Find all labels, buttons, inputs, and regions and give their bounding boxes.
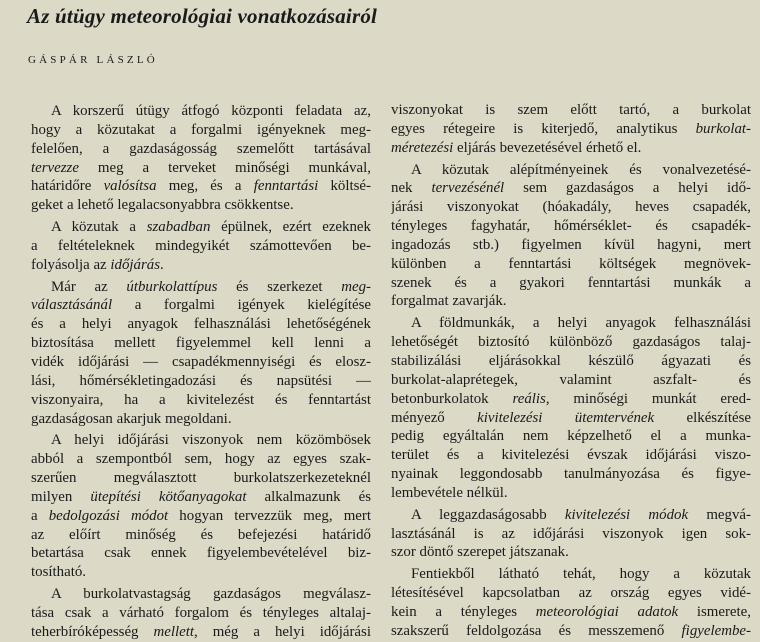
text-line: A burkolatvastagság gazdaságos megválasz-	[51, 586, 371, 603]
text-line: ményező kivitelezési ütemtervének elkészítése	[391, 409, 751, 426]
text-line: határidőre valósítsa meg, és a fenntartási költsé-	[31, 178, 371, 195]
text-column-left	[31, 102, 371, 642]
text-line: Már az útburkolattípus és szerkezet meg-	[51, 278, 371, 295]
text-line: kein a tényleges meteorológiai adatok ismerete,	[391, 603, 751, 620]
text-column-right	[391, 101, 751, 641]
text-line: tényleges fagyhatár, hőmérséklet- és csapadék-	[391, 218, 751, 235]
text-line: tervezze meg a terveket minőségi munkával,	[31, 159, 371, 176]
text-line: A korszerű útügy átfogó központi feladata az,	[51, 103, 371, 119]
text-line: abból a szempontból sem, hogy az egyes szak-	[31, 451, 371, 468]
text-line: betartása csak ennek figyelembevételével biz-	[31, 545, 371, 562]
article-author: GÁSPÁR LÁSZLÓ	[28, 54, 158, 66]
text-line: stabilizálási eljárásokkal készülő ágyazati és	[391, 352, 751, 369]
text-line: burkolat-alaprétegek, valamint aszfalt- és	[391, 371, 751, 388]
text-line: járási viszonyokat (hóakadály, heves csapadék,	[391, 199, 751, 216]
text-line: A közutak a szabadban épülnek, ezért ezeknek	[51, 219, 371, 236]
text-line: az előírt minőség és befejezési határidő	[31, 526, 371, 543]
text-line: pedig egyáltalán nem képzelhető el a munka-	[391, 428, 751, 445]
article-title: Az útügy meteorológiai vonatkozásairól	[27, 4, 378, 28]
text-line: egyes rétegeire is kiterjedő, analytikus burkolat-	[391, 120, 751, 137]
text-line: szakszerű feldolgozása és messzemenő figyelembe-	[391, 622, 751, 639]
text-line: szenek és a gyakori fenntartási munkák a	[391, 274, 751, 291]
text-line: lembevétele nélkül.	[391, 484, 508, 501]
text-line: lasztásánál is az időjárási viszonyok igen sok-	[391, 525, 751, 542]
text-line: milyen ütepítési kötőanyagokat alkalmazunk és	[31, 488, 371, 505]
text-line: létesítésével kapcsolatban az ország egyes vidé-	[391, 585, 751, 602]
text-line: felelően, a gazdaságosság szemelőtt tartásával	[31, 140, 371, 157]
text-line: gazdaságosan akarjuk megoldani.	[31, 410, 232, 427]
text-line: forgalmat zavarják.	[391, 293, 507, 310]
text-line: folyásolja az időjárás.	[31, 256, 164, 273]
text-line: a bedolgozási módot hogyan tervezzük meg, mert	[31, 507, 371, 524]
text-line: A közutak alépítményeinek és vonalvezetésé-	[411, 161, 751, 178]
text-line: lehetőségét biztosító különböző gazdaságos talaj-	[391, 334, 751, 351]
text-line: szerűen megválasztott burkolatszerkezeteknél	[31, 470, 371, 487]
text-line: Fentiekből látható tehát, hogy a közutak	[411, 566, 751, 583]
text-line: ingadozás stb.) figyelmen kívül hagyni, mert	[391, 236, 751, 253]
text-line: a feltételeknek mindegyikét számottevően be-	[31, 237, 371, 254]
text-line: hogy a közutakat a forgalmi igényeknek meg-	[31, 121, 371, 138]
text-line: nek tervezésénél sem gazdaságos a helyi idő-	[391, 180, 751, 197]
text-line: A leggazdaságosabb kivitelezési módok megvá-	[411, 506, 751, 523]
text-line: viszonyaira, ha a kivitelezést és fenntartást	[31, 391, 371, 408]
text-line: nyainak leggondosabb tanulmányozása és figye-	[391, 466, 751, 483]
text-line: biztosítása mellett figyelemmel kell lenni a	[31, 335, 371, 352]
text-line: betonburkolatok reális, minőségi munkát ered-	[391, 390, 751, 407]
text-line: A helyi időjárási viszonyok nem közömbösek	[51, 432, 371, 449]
text-line: A földmunkák, a helyi anyagok felhasználási	[411, 315, 751, 332]
text-line: vidék időjárási — csapadékmennyiségi és elosz-	[31, 353, 371, 370]
text-line: tosítható.	[31, 564, 87, 581]
text-line: viszonyokat is szem előtt tartó, a burkolat	[391, 102, 751, 118]
text-line: és a helyi anyagok felhasználási lehetőségének	[31, 316, 371, 333]
text-line: geket a lehető legalacsonyabbra csökkentse.	[31, 197, 294, 214]
text-line: tása csak a várható forgalom és tényleges altalaj-	[31, 604, 371, 621]
text-line: teherbíróképesség mellett, még a helyi időjárási	[31, 623, 371, 640]
text-line: méretezési eljárás bevezetésével érhető el.	[391, 139, 642, 156]
text-line: választásánál a forgalmi igények kielégítése	[31, 297, 371, 314]
text-line: szor döntő szerepet játszanak.	[391, 544, 569, 561]
text-line: lási, hőmérsékletingadozási és napsütési —	[31, 372, 371, 389]
text-line: terület és a kivitelezési évszak időjárási viszo-	[391, 447, 751, 464]
text-line: különben a fenntartási költségek megnövek-	[391, 255, 751, 272]
